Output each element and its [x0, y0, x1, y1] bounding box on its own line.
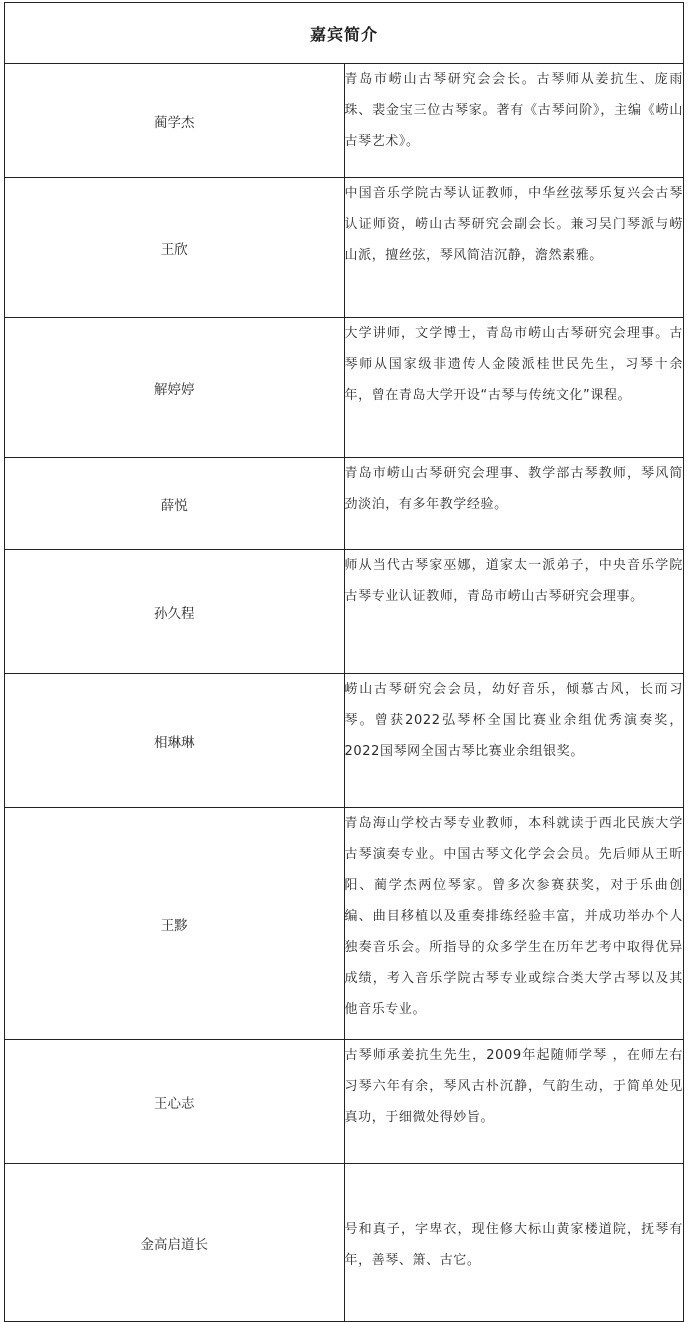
table-row	[5, 674, 684, 808]
table-row	[5, 64, 684, 178]
guest-bio: 大学讲师，文学博士，青岛市崂山古琴研究会理事。古琴师从国家级非遗传人金陵派桂世民先生，习琴十余年，曾在青岛大学开设“古琴与传统文化”课程。	[344, 318, 684, 458]
table-row	[5, 318, 684, 458]
guest-name: 孙久程	[5, 550, 345, 674]
table-row	[5, 178, 684, 318]
guest-bio: 青岛市崂山古琴研究会理事、教学部古琴教师，琴风简劲淡泊，有多年教学经验。	[344, 458, 684, 550]
guest-bio: 师从当代古琴家巫娜，道家太一派弟子，中央音乐学院古琴专业认证教师，青岛市崂山古琴研究会理事。	[344, 550, 684, 674]
guest-bio: 号和真子，字卑衣，现住修大标山黄家楼道院，抚琴有年，善琴、箫、古它。	[344, 1164, 684, 1322]
guest-bio: 崂山古琴研究会会员，幼好音乐，倾慕古风，长而习琴。曾获2022弘琴杯全国比赛业余组优秀演奏奖，2022国琴网全国古琴比赛业余组银奖。	[344, 674, 684, 808]
guest-name: 王黟	[5, 808, 345, 1040]
table-row	[5, 458, 684, 550]
guest-name: 王欣	[5, 178, 345, 318]
guest-bio: 古琴师承姜抗生先生，2009年起随师学琴 ，在师左右习琴六年有余，琴风古朴沉静，气韵生动，于简单处见真功，于细微处得妙旨。	[344, 1040, 684, 1164]
table-row	[5, 550, 684, 674]
guest-name: 王心志	[5, 1040, 345, 1164]
guest-name: 相琳琳	[5, 674, 345, 808]
guest-name: 解婷婷	[5, 318, 345, 458]
guest-name: 金高启道长	[5, 1164, 345, 1322]
table-header-row	[5, 3, 684, 64]
guest-bio: 中国音乐学院古琴认证教师，中华丝弦琴乐复兴会古琴认证师资，崂山古琴研究会副会长。兼习吴门琴派与崂山派，擅丝弦，琴风简洁沉静，澹然素雅。	[344, 178, 684, 318]
guest-name: 薛悦	[5, 458, 345, 550]
table-row	[5, 1040, 684, 1164]
table-row	[5, 1164, 684, 1322]
guest-intro-table	[4, 2, 684, 1322]
table-title: 嘉宾简介	[5, 3, 684, 64]
guest-name: 蔺学杰	[5, 64, 345, 178]
guest-bio: 青岛市崂山古琴研究会会长。古琴师从姜抗生、庞雨珠、裴金宝三位古琴家。著有《古琴问阶》，主编《崂山古琴艺术》。	[344, 64, 684, 178]
table-row	[5, 808, 684, 1040]
guest-bio: 青岛海山学校古琴专业教师，本科就读于西北民族大学古琴演奏专业。中国古琴文化学会会员。先后师从王昕阳、蔺学杰两位琴家。曾多次参赛获奖，对于乐曲创编、曲目移植以及重奏排练经验丰富，并成功举办个人独奏音乐会。所指导的众多学生在历年艺考中取得优异成绩，考入音乐学院古琴专业或综合类大学古琴以及其他音乐专业。	[344, 808, 684, 1040]
